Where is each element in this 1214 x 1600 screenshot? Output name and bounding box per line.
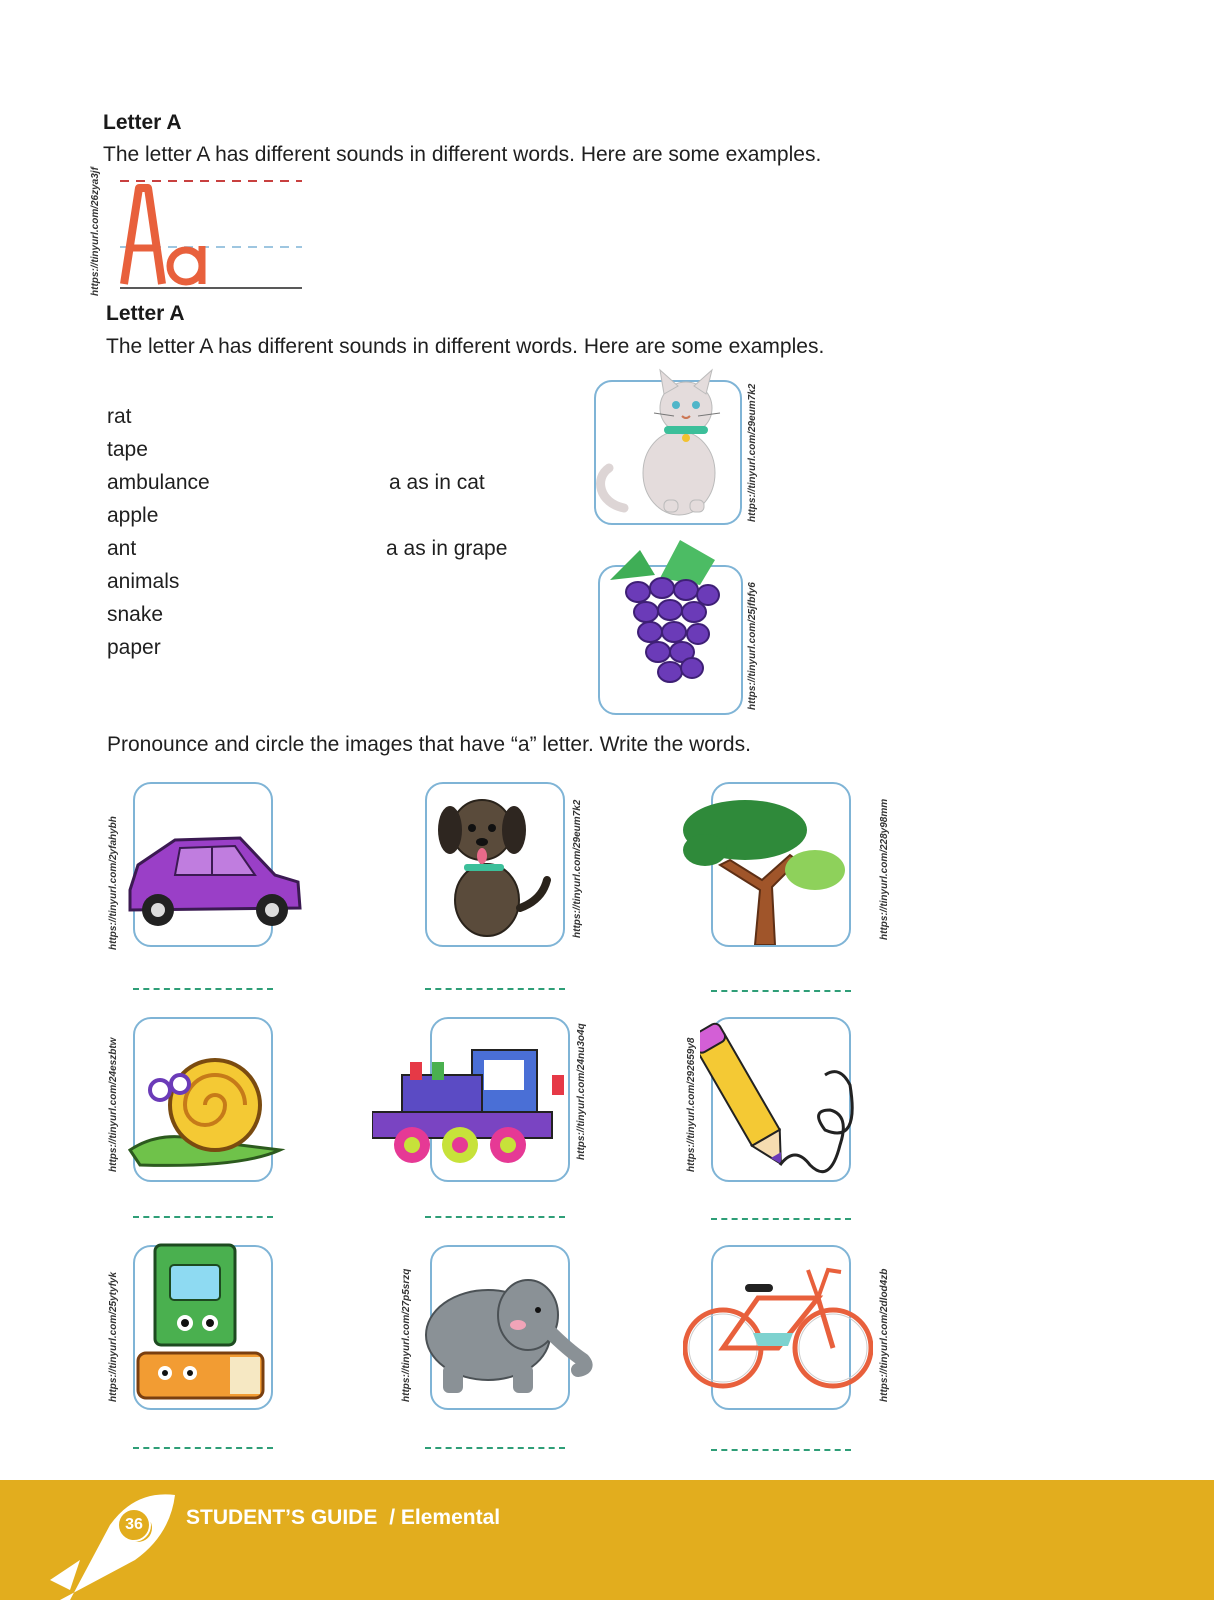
section1-intro: The letter A has different sounds in different words. Here are some examples. xyxy=(103,143,822,166)
elephant-icon xyxy=(418,1260,598,1400)
section2-heading: Letter A xyxy=(106,302,185,325)
grapes-icon xyxy=(600,540,730,690)
exercise-instruction: Pronounce and circle the images that have “a” letter. Write the words. xyxy=(107,733,751,756)
sound-grape: a as in grape xyxy=(386,537,508,560)
footer-guide-title: STUDENT’S GUIDE xyxy=(186,1506,378,1529)
footer-guide-subtitle: / Elemental xyxy=(389,1506,501,1529)
answer-line[interactable] xyxy=(711,990,851,992)
rocket-icon xyxy=(50,1490,180,1600)
tree-url: https://tinyurl.com/228y98mm xyxy=(879,798,890,940)
word-item: paper xyxy=(107,636,161,659)
answer-line[interactable] xyxy=(133,988,273,990)
train-url: https://tinyurl.com/24nu3o4q xyxy=(576,1023,587,1160)
section1-heading: Letter A xyxy=(103,111,182,134)
word-item: rat xyxy=(107,405,132,428)
snail-url: https://tinyurl.com/24eszbtw xyxy=(108,1037,119,1172)
dog-icon xyxy=(432,790,567,940)
pencil-icon xyxy=(700,1015,875,1190)
word-item: ambulance xyxy=(107,471,210,494)
books-url: https://tinyurl.com/25ytyfyk xyxy=(108,1271,119,1402)
grapes-url: https://tinyurl.com/25jfbfy6 xyxy=(747,582,758,710)
guide-url: https://tinyurl.com/26zya3jf xyxy=(90,167,101,296)
bicycle-url: https://tinyurl.com/2dlod4zb xyxy=(879,1268,890,1402)
word-item: snake xyxy=(107,603,164,626)
footer-title xyxy=(186,1506,500,1530)
cat-icon xyxy=(594,368,744,520)
answer-line[interactable] xyxy=(425,988,565,990)
answer-line[interactable] xyxy=(425,1447,565,1449)
pencil-url: https://tinyurl.com/292659y8 xyxy=(686,1037,697,1172)
car-url: https://tinyurl.com/2yfahybh xyxy=(108,816,119,950)
word-item: tape xyxy=(107,438,148,461)
train-icon xyxy=(372,1040,577,1170)
answer-line[interactable] xyxy=(133,1216,273,1218)
section2-intro: The letter A has different sounds in different words. Here are some examples. xyxy=(106,335,825,358)
answer-line[interactable] xyxy=(711,1218,851,1220)
snail-icon xyxy=(120,1040,290,1170)
bicycle-icon xyxy=(683,1258,873,1393)
answer-line[interactable] xyxy=(133,1447,273,1449)
word-item: ant xyxy=(107,537,137,560)
answer-line[interactable] xyxy=(425,1216,565,1218)
elephant-url: https://tinyurl.com/27p5srzq xyxy=(401,1268,412,1402)
word-item: animals xyxy=(107,570,180,593)
page-number: 36 xyxy=(117,1508,151,1542)
car-icon xyxy=(120,820,305,935)
footer-band xyxy=(0,1480,1214,1600)
word-item: apple xyxy=(107,504,159,527)
tree-icon xyxy=(680,795,850,945)
answer-line[interactable] xyxy=(711,1449,851,1451)
cat-url: https://tinyurl.com/29eum7k2 xyxy=(747,383,758,522)
sound-cat: a as in cat xyxy=(389,471,485,494)
books-icon xyxy=(130,1235,270,1410)
dog-url: https://tinyurl.com/29eum7k2 xyxy=(572,799,583,938)
letter-a-guide xyxy=(118,178,304,296)
